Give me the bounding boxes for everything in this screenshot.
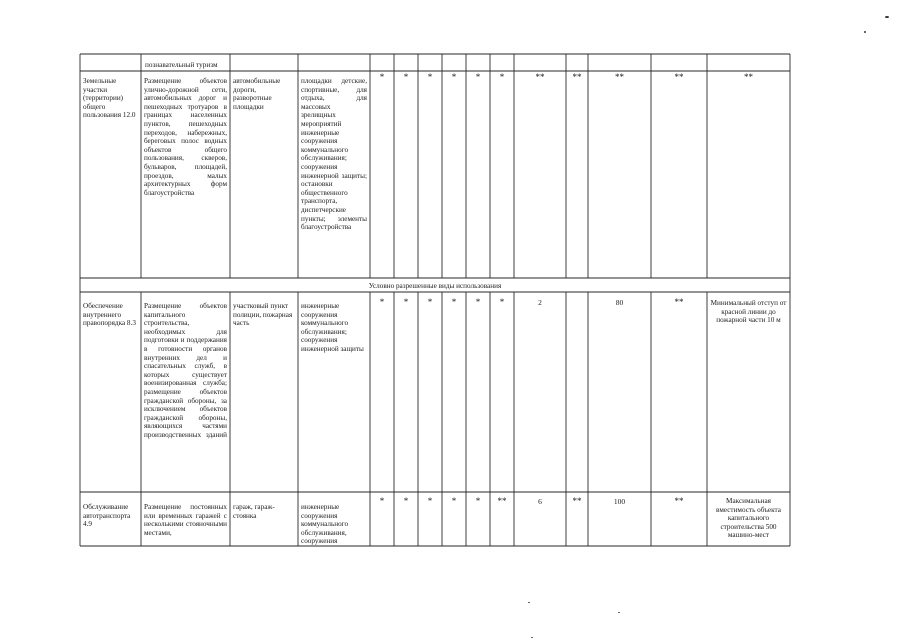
row-1-param: * [451,72,457,82]
row-3-param: * [451,496,457,506]
row-1-param: * [403,72,409,82]
row-2-aux-objects: инженерные сооружения коммунального обслуживания; сооружения инженерной защиты [301,302,364,353]
row-1-param: * [475,72,481,82]
section-heading-conditional: Условно разрешенные виды использования [368,282,502,290]
row-3-note: Максимальная вместимость объекта капитального строительства 500 машино-мест [716,497,781,540]
row-1-param: * [499,72,505,82]
row-2-param: * [499,297,505,307]
row-2-note: Минимальный отступ от красной линии до пожарной части 10 м [710,299,787,325]
row-2-param: 2 [538,298,542,307]
row-2-param: * [451,297,457,307]
row-2-param: * [379,297,385,307]
row-2-param: * [475,297,481,307]
row-3-param: * [403,496,409,506]
row-3-param: 100 [613,497,626,506]
row-2-param: ** [674,297,684,307]
row-3-param: ** [572,496,582,506]
row-1-main-objects: автомобильные дороги, разворотные площадки [233,77,281,111]
row-2-param: * [403,297,409,307]
row-3-main-objects: гараж, гараж-стоянка [233,503,275,520]
row-1-description: Размещение объектов улично-дорожной сети, автомобильных дорог и пешеходных тротуаров в границах населенных пунктов, пешеходных переходов, набережных, береговых полос водных объектов общего пользования, скверов, бульваров, площадей, проездов, малых архитектурных форм благоустройства [144,77,227,197]
row-1-param: ** [572,72,582,82]
row-3-param: * [427,496,433,506]
row-1-param: * [427,72,433,82]
scan-speck [885,16,889,18]
row-3-name: Обслуживание автотранспорта 4.9 [83,503,131,529]
row-2-name: Обеспечение внутреннего правопорядка 8.3 [83,302,136,328]
row-1-name: Земельные участки (территории) общего пользования 12.0 [83,77,136,120]
row-1-aux-objects: площадки детские, спортивные, для отдыха, для массовых зрелищных мероприятий инженерные сооружения коммунального обслуживания; сооружения инженерной защиты; остановки общественного транспорта, диспетчерские пункты; элементы благоустройства [301,77,367,232]
row-1-param: * [379,72,385,82]
scan-speck [528,602,530,603]
row-2-description: Размещение объектов капитального строительства, необходимых для подготовки и поддержания в готовности органов внутренних дел и спасательных служб, в которых существует военизированная служба; размещение объектов гражданской обороны, за исключением объектов гражданской обороны, являющихся частями производственных зданий [144,302,227,439]
row-1-param: ** [615,72,624,82]
row-3-param: 6 [538,497,542,506]
top-row-purpose: познавательный туризм [145,61,218,69]
scan-speck [531,637,533,638]
row-3-param: * [379,496,385,506]
row-3-aux-objects: инженерные сооружения коммунального обслуживания, сооружения [301,503,349,546]
row-3-description: Размещение постоянных или временных гаражей с несколькими стояночными местами, [144,503,227,537]
row-3-param: ** [497,496,507,506]
row-2-param: 80 [615,298,624,307]
scan-speck [618,612,620,613]
row-1-param: ** [535,72,545,82]
row-3-param: * [475,496,481,506]
row-2-param: * [427,297,433,307]
row-3-param: ** [674,496,684,506]
scan-speck [864,31,866,33]
row-2-main-objects: участковый пункт полиции, пожарная часть [233,302,293,328]
row-1-param: ** [744,72,753,82]
row-1-param: ** [674,72,684,82]
